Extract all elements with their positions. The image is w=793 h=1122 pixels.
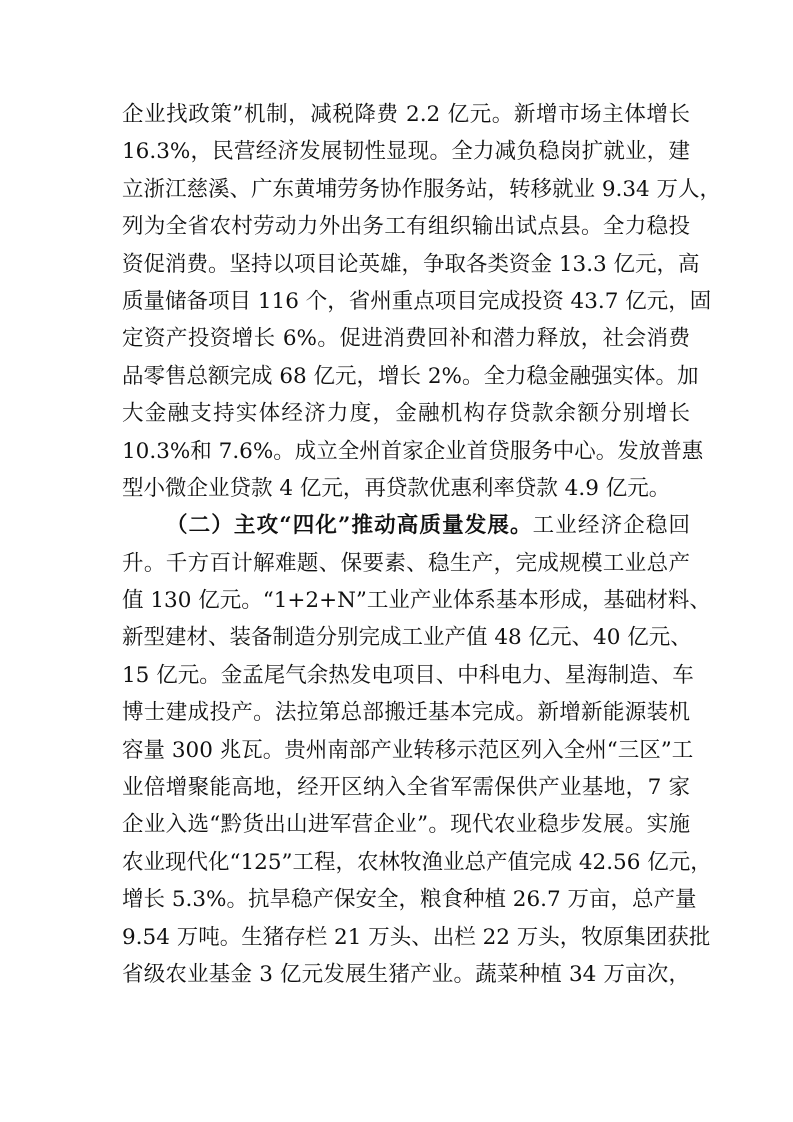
paragraph-2 [122,507,712,993]
text-line: 增长 5.3%。抗旱稳产保安全，粮食种植 26.7 万亩，总产量 [122,887,697,913]
text-line: 博士建成投产。法拉第总部搬迁基本完成。新增新能源装机 [122,700,690,726]
text-line: 容量 300 兆瓦。贵州南部产业转移示范区列入全州“三区”工 [122,737,694,763]
text-line: 新型建材、装备制造分别完成工业产值 48 亿元、40 亿元、 [122,625,692,651]
text-line: 15 亿元。金孟尾气余热发电项目、中科电力、星海制造、车 [122,662,694,688]
text-line: 型小微企业贷款 4 亿元，再贷款优惠利率贷款 4.9 亿元。 [122,475,671,501]
text-line: 10.3%和 7.6%。成立全州首家企业首贷服务中心。发放普惠 [122,438,704,464]
text-line: 农业现代化“125”工程，农林牧渔业总产值完成 42.56 亿元， [122,849,712,875]
text-line: 立浙江慈溪、广东黄埔劳务协作服务站，转移就业 9.34 万人， [122,176,722,202]
section-heading-line [122,507,690,544]
text-line: 列为全省农村劳动力外出务工有组织输出试点县。全力稳投 [122,214,690,240]
text-line: 升。千方百计解难题、保要素、稳生产，完成规模工业总产 [122,550,690,576]
paragraph-1 [122,96,722,507]
section-heading: （二）主攻“四化”推动高质量发展。 [166,513,533,539]
text-line: 业倍增聚能高地，经开区纳入全省军需保供产业基地，7 家 [122,775,690,801]
text-line: 定资产投资增长 6%。促进消费回补和潜力释放，社会消费 [122,326,690,352]
text-line: 品零售总额完成 68 亿元，增长 2%。全力稳金融强实体。加 [122,363,699,389]
text-line: 省级农业基金 3 亿元发展生猪产业。蔬菜种植 34 万亩次， [122,961,690,987]
text-line: 资促消费。坚持以项目论英雄，争取各类资金 13.3 亿元，高 [122,251,700,277]
text-line: 16.3%，民营经济发展韧性显现。全力减负稳岗扩就业，建 [122,139,690,165]
text-line: 企业入选“黔货出山进军营企业”。现代农业稳步发展。实施 [122,812,690,838]
text-line: 企业找政策”机制，减税降费 2.2 亿元。新增市场主体增长 [122,102,690,127]
text-line: 质量储备项目 116 个，省州重点项目完成投资 43.7 亿元，固 [122,288,712,314]
text-line: 9.54 万吨。生猪存栏 21 万头、出栏 22 万头，牧原集团获批 [122,924,711,950]
text-segment: 工业经济企稳回 [532,513,690,539]
text-line: 值 130 亿元。“1+2+N”工业产业体系基本形成，基础材料、 [122,588,711,614]
text-line: 大金融支持实体经济力度，金融机构存贷款余额分别增长 [122,401,690,427]
body-text [122,96,722,993]
